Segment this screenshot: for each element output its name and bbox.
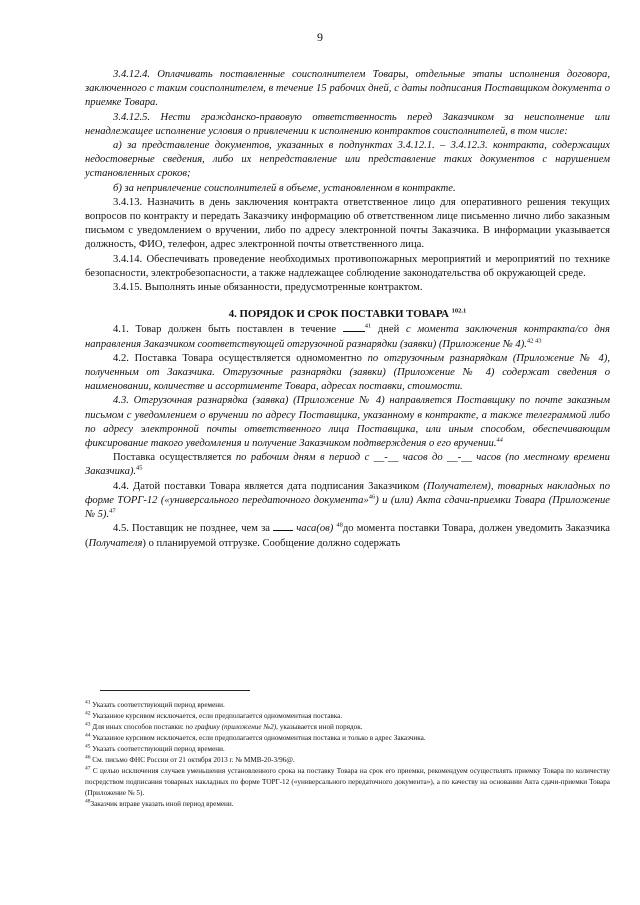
- footnote-ref-47: 47: [109, 507, 116, 515]
- footnote-46: [85, 755, 610, 766]
- footnote-ref-44: 44: [496, 436, 503, 444]
- footnote-41: [85, 700, 610, 711]
- clause-4-3-text: 4.3. Отгрузочная разнарядка (заявка) (Приложение № 4) направляется Поставщику по почте заказным письмом с уведомлением о вручении по адресу Поставщика, указанному в контракте, а также телеграммой либо по адресу электронной почты ответственного лица Поставщика, или иным способом, обеспечивающим фиксирование такого уведомления и получение Заказчиком подтверждения о его вручении.: [85, 395, 610, 450]
- clause-3-4-12-5: 3.4.12.5. Нести гражданско-правовую ответственность перед Заказчиком за неисполнение или ненадлежащее исполнение условия о привлечении к исполнению контрактов соисполнителей, в том числе:: [85, 111, 610, 137]
- document-body: [85, 68, 610, 551]
- section-heading-sup: 102.1: [451, 307, 467, 315]
- footnote-text: Для иных способов поставки:: [92, 723, 184, 731]
- clause-4-4-recipient: (Получателем),: [423, 480, 494, 492]
- footnote-ref-42-43: 42 43: [526, 337, 542, 345]
- clause-4-5-recipient: Получателя: [88, 537, 143, 549]
- clause-4-3: [85, 394, 610, 451]
- footnote-ref-48: 48: [336, 521, 343, 529]
- footnotes: [85, 700, 610, 810]
- footnote-text: Указать соответствующий период времени.: [92, 701, 225, 709]
- footnote-text: Указанное курсивом исключается, если предполагается одномоментная поставка.: [92, 712, 343, 720]
- footnote-number: 43: [85, 721, 91, 728]
- footnote-text-italic: по графику (приложение №2),: [185, 723, 278, 731]
- clause-4-5-text: 4.5. Поставщик не позднее, чем за: [113, 523, 270, 535]
- footnote-47: [85, 766, 610, 799]
- footnote-separator: [100, 690, 250, 691]
- footnote-number: 48: [85, 798, 91, 805]
- footnote-text: Заказчик вправе указать иной период времени.: [90, 800, 234, 808]
- footnote-text: С целью исключения случаев уменьшения установленного срока на поставку Товара на срок его приемки, рекомендуем осуществлять приемку Товара по количеству посредством подписания товарных накладных по форме ТОРГ-12 («универсального передаточного документа»), а по качеству на основании Акта сдачи-приемки Товара (Приложение № 5).: [85, 767, 610, 797]
- clause-3-4-12-4: 3.4.12.4. Оплачивать поставленные соисполнителем Товары, отдельные этапы исполнения договора, заключенного с таким соисполнителем, в течение 15 рабочих дней, с даты подписания Поставщиком документа о приемке Товара.: [85, 69, 610, 109]
- clause-4-2-italic: по отгрузочным разнарядкам (Приложение № 4), полученным от Заказчика. Отгрузочные разнарядки (заявки) (Приложение № 4) содержат сведения о наименовании, количестве и ассортименте Товара, адресах поставки, стоимости.: [85, 352, 610, 393]
- blank-field: [273, 530, 293, 531]
- clause-4-5-hours: часа(ов): [296, 523, 334, 535]
- section-heading: [85, 307, 610, 321]
- clause-4-2-text: 4.2. Поставка Товара осуществляется одномоментно: [113, 352, 362, 364]
- footnote-44: [85, 733, 610, 744]
- page-number: 9: [317, 30, 323, 44]
- footnote-48: [85, 799, 610, 810]
- footnote-number: 47: [85, 765, 91, 772]
- section-heading-text: 4. ПОРЯДОК И СРОК ПОСТАВКИ ТОВАРА: [228, 308, 449, 321]
- clause-4-5-text2: до момента поставки Товара, должен уведомить Заказчика (: [85, 523, 610, 549]
- footnote-text: Указанное курсивом исключается, если предполагается одномоментная поставка и только в адрес Заказчика.: [92, 734, 426, 742]
- clause-4-1-italic: с момента заключения контракта/со дня направления Заказчиком соответствующей отгрузочной разнарядки (заявки) (Приложение № 4).: [85, 324, 610, 350]
- clause-4-2: [85, 352, 610, 395]
- clause-4-4-italic: товарных накладных по форме ТОРГ-12 («универсального передаточного документа»: [85, 480, 610, 506]
- clause-3-4-13: 3.4.13. Назначить в день заключения контракта ответственное лицо для оперативного решения текущих вопросов по контракту и передать Заказчику информацию об ответственном лице письменно лично либо заказным письмом с уведомлением о вручении, либо по адресу электронной почты Заказчика. В информации указывается должность, ФИО, телефон, адрес электронной почты ответственного лица.: [85, 196, 610, 251]
- clause-3-4-12-5-a: а) за представление документов, указанных в подпунктах 3.4.12.1. – 3.4.12.3. контракта, содержащих недостоверные сведения, либо их непредставление или представление таких документов с нарушением установленных сроков;: [85, 140, 610, 180]
- footnote-text: Указать соответствующий период времени.: [92, 745, 225, 753]
- clause-3-4-15: 3.4.15. Выполнять иные обязанности, предусмотренные контрактом.: [113, 282, 423, 294]
- footnote-text: См. письмо ФНС России от 21 октября 2013 г. № ММВ-20-3/96@.: [92, 756, 295, 764]
- footnote-ref-45: 45: [136, 464, 143, 472]
- blank-field: [343, 331, 365, 332]
- footnote-45: [85, 744, 610, 755]
- footnote-text: указывается иной порядок.: [279, 723, 363, 731]
- footnote-42: [85, 711, 610, 722]
- clause-4-4-italic-end: ) и (или) Акта сдачи-приемки Товара (Приложение № 5).: [85, 494, 611, 521]
- clause-4-5: [85, 522, 610, 550]
- footnote-number: 41: [85, 699, 91, 706]
- clause-4-4: [85, 480, 610, 523]
- delivery-hours: [85, 451, 610, 479]
- clause-3-4-14: 3.4.14. Обеспечивать проведение необходимых противопожарных мероприятий и мероприятий по технике безопасности, электробезопасности, а также надлежащее соблюдение законодательства об окружающей среде.: [85, 253, 610, 279]
- footnote-number: 46: [85, 754, 91, 761]
- delivery-hours-text: Поставка осуществляется: [113, 452, 232, 464]
- footnote-ref-41: 41: [364, 322, 372, 330]
- clause-4-1-text: 4.1. Товар должен быть поставлен в течение: [113, 324, 337, 336]
- delivery-hours-italic: по рабочим дням в период с __-__ часов до __-__ часов (по местному времени Заказчика).: [85, 452, 610, 478]
- footnote-number: 45: [85, 743, 91, 750]
- clause-4-1: [85, 323, 610, 351]
- footnote-43: [85, 722, 610, 733]
- clause-4-1-days: дней: [377, 324, 400, 336]
- clause-4-5-text3: ) о планируемой отгрузке. Сообщение должно содержать: [142, 537, 401, 549]
- clause-4-4-text: 4.4. Датой поставки Товара является дата подписания Заказчиком: [113, 480, 420, 492]
- footnote-ref-46: 46: [368, 493, 376, 501]
- footnote-number: 42: [85, 710, 91, 717]
- clause-3-4-12-5-b: б) за непривлечение соисполнителей в объеме, установленном в контракте.: [113, 182, 456, 194]
- footnote-number: 44: [85, 732, 91, 739]
